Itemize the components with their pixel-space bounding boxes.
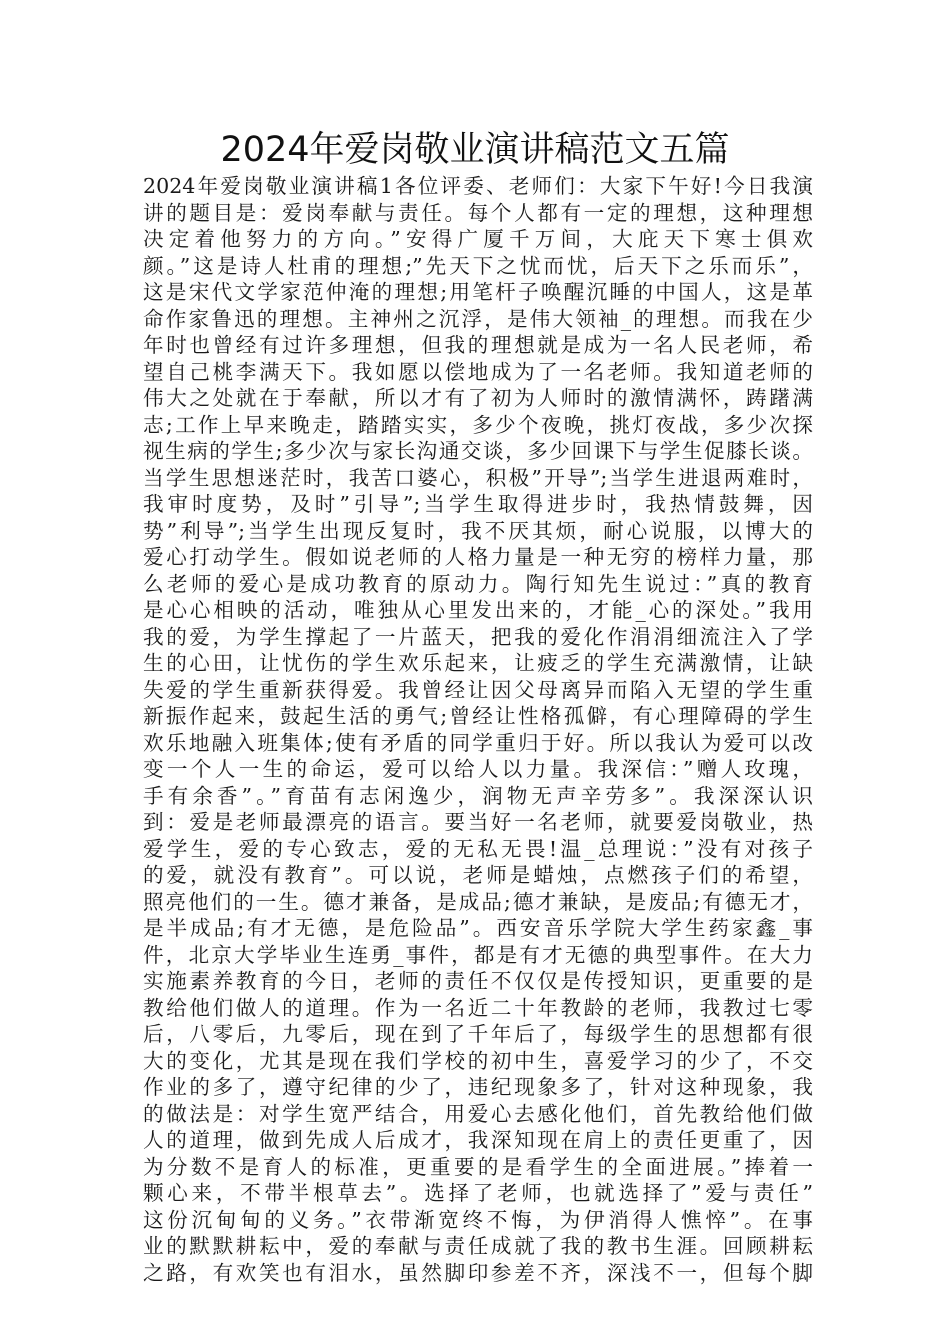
body-line: 为分数不是育人的标准，更重要的是看学生的全面进展。”捧着一 — [143, 1154, 813, 1179]
body-line: 志;工作上早来晚走，踏踏实实，多少个夜晚，挑灯夜战，多少次探 — [143, 412, 813, 437]
body-line: 失爱的学生重新获得爱。我曾经让因父母离异而陷入无望的学生重 — [143, 677, 813, 702]
body-line: 生的心田，让忧伤的学生欢乐起来，让疲乏的学生充满激情，让缺 — [143, 651, 813, 675]
body-line: 决定着他努力的方向。”安得广厦千万间，大庇天下寒士俱欢 — [143, 227, 813, 251]
body-line: 教给他们做人的道理。作为一名近二十年教龄的老师，我教过七零 — [143, 995, 813, 1020]
body-line: 大的变化，尤其是现在我们学校的初中生，喜爱学习的少了，不交 — [143, 1048, 813, 1073]
body-line: 新振作起来，鼓起生活的勇气;曾经让性格孤僻，有心理障碍的学生 — [143, 704, 813, 728]
body-line: 命作家鲁迅的理想。主神州之沉浮，是伟大领袖_的理想。而我在少 — [143, 306, 813, 331]
body-line: 颜。”这是诗人杜甫的理想;”先天下之忧而忧，后天下之乐而乐”， — [143, 253, 813, 278]
body-line: 之路，有欢笑也有泪水，虽然脚印参差不齐，深浅不一，但每个脚 — [143, 1260, 813, 1285]
body-line: 伟大之处就在于奉献，所以才有了初为人师时的激情满怀，踌躇满 — [143, 386, 813, 410]
body-line: 讲的题目是：爱岗奉献与责任。每个人都有一定的理想，这种理想 — [143, 200, 813, 225]
body-line: 变一个人一生的命运，爱可以给人以力量。我深信：”赠人玫瑰， — [143, 757, 813, 781]
body-line: 件，北京大学毕业生连勇_事件，都是有才无德的典型事件。在大力 — [143, 942, 813, 967]
body-line: 视生病的学生;多少次与家长沟通交谈，多少回课下与学生促膝长谈。 — [143, 439, 813, 463]
body-line: 业的默默耕耘中，爱的奉献与责任成就了我的教书生涯。回顾耕耘 — [143, 1234, 813, 1258]
body-line: 是心心相映的活动，唯独从心里发出来的，才能_心的深处。”我用 — [143, 598, 813, 622]
body-line: 的爱，就没有教育”。可以说，老师是蜡烛，点燃孩子们的希望， — [143, 863, 813, 887]
body-line: 到：爱是老师最漂亮的语言。要当好一名老师，就要爱岗敬业，热 — [143, 810, 813, 834]
body-line: 欢乐地融入班集体;使有矛盾的同学重归于好。所以我认为爱可以改 — [143, 730, 813, 755]
body-line: 这是宋代文学家范仲淹的理想;用笔杆子唤醒沉睡的中国人，这是革 — [143, 280, 813, 304]
body-line: 是半成品;有才无德，是危险品”。西安音乐学院大学生药家鑫_事 — [143, 916, 813, 940]
body-line: 人的道理，做到先成人后成才，我深知现在肩上的责任更重了，因 — [143, 1128, 813, 1152]
document-body — [143, 173, 813, 1286]
body-line: 年时也曾经有过许多理想，但我的理想就是成为一名人民老师，希 — [143, 333, 813, 357]
body-line: 当学生思想迷茫时，我苦口婆心，积极”开导”;当学生进退两难时， — [143, 465, 813, 490]
body-line: 我的爱，为学生撑起了一片蓝天，把我的爱化作涓涓细流注入了学 — [143, 624, 813, 649]
body-line: 势”利导”;当学生出现反复时，我不厌其烦，耐心说服，以博大的 — [143, 518, 813, 543]
body-line: 实施素养教育的今日，老师的责任不仅仅是传授知识，更重要的是 — [143, 969, 813, 993]
body-line: 爱学生，爱的专心致志，爱的无私无畏!温_总理说：”没有对孩子 — [143, 836, 813, 861]
body-line: 爱心打动学生。假如说老师的人格力量是一种无穷的榜样力量，那 — [143, 545, 813, 569]
body-line: 望自己桃李满天下。我如愿以偿地成为了一名老师。我知道老师的 — [143, 359, 813, 384]
body-line: 颗心来，不带半根草去”。选择了老师，也就选择了”爱与责任” — [143, 1181, 813, 1205]
body-line: 手有余香”。”育苗有志闲逸少，润物无声辛劳多”。我深深认识 — [143, 783, 813, 808]
body-line: 我审时度势，及时”引导”;当学生取得进步时，我热情鼓舞，因 — [143, 492, 813, 516]
body-line: 照亮他们的一生。德才兼备，是成品;德才兼缺，是废品;有德无才， — [143, 889, 813, 914]
document-title: 2024年爱岗敬业演讲稿范文五篇 — [220, 130, 730, 170]
body-line: 2024年爱岗敬业演讲稿1各位评委、老师们：大家下午好!今日我演 — [143, 174, 813, 198]
body-line: 这份沉甸甸的义务。”衣带渐宽终不悔，为伊消得人憔悴”。在事 — [143, 1207, 813, 1232]
body-line: 作业的多了，遵守纪律的少了，违纪现象多了，针对这种现象，我 — [143, 1075, 813, 1099]
body-line: 么老师的爱心是成功教育的原动力。陶行知先生说过：”真的教育 — [143, 571, 813, 596]
body-line: 的做法是：对学生宽严结合，用爱心去感化他们，首先教给他们做 — [143, 1101, 813, 1126]
body-line: 后，八零后，九零后，现在到了千年后了，每级学生的思想都有很 — [143, 1022, 813, 1046]
